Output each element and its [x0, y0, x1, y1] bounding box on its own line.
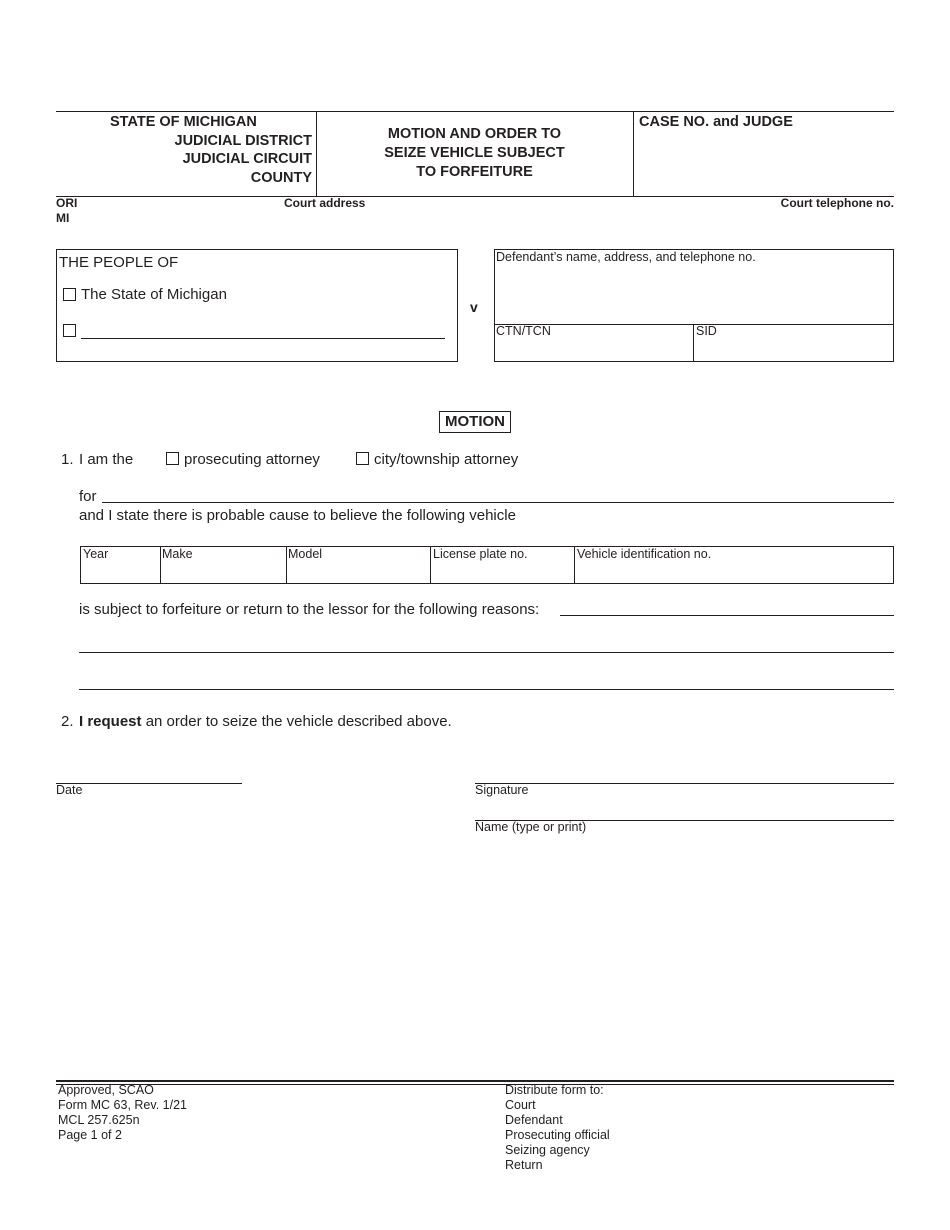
sid-label: SID: [696, 324, 717, 338]
county: COUNTY: [250, 170, 312, 186]
reasons-line-2[interactable]: [79, 652, 894, 653]
form-title-line-2: SEIZE VEHICLE SUBJECT: [384, 145, 565, 161]
state-of-michigan-checkbox[interactable]: [63, 288, 76, 301]
distribute-court: Court: [505, 1098, 536, 1112]
distribute-return: Return: [505, 1158, 543, 1172]
probable-cause-text: and I state there is probable cause to believe the following vehicle: [79, 507, 516, 524]
prosecuting-attorney-checkbox[interactable]: [166, 452, 179, 465]
item-1-number: 1.: [61, 451, 74, 468]
footer-rule-thick: [56, 1080, 894, 1082]
item-2-number: 2.: [61, 713, 74, 730]
city-township-attorney-label: city/township attorney: [374, 451, 519, 468]
court-telephone-label: Court telephone no.: [780, 196, 894, 210]
vehicle-make-header: Make: [162, 547, 193, 561]
header-divider-left: [316, 111, 317, 197]
footer-approved: Approved, SCAO: [58, 1083, 154, 1097]
reasons-line-1[interactable]: [560, 615, 894, 616]
court-address-label: Court address: [284, 196, 366, 210]
people-of-label: THE PEOPLE OF: [59, 254, 179, 271]
vehicle-model-header: Model: [288, 547, 323, 561]
ctn-tcn-label: CTN/TCN: [496, 324, 551, 338]
signature-label: Signature: [475, 783, 529, 797]
distribute-heading: Distribute form to:: [505, 1083, 604, 1097]
item-2-bold: I request: [79, 713, 142, 730]
distribute-defendant: Defendant: [505, 1113, 563, 1127]
motion-heading: MOTION: [439, 411, 511, 433]
defendant-name-label: Defendant’s name, address, and telephone no.: [496, 250, 756, 264]
prosecuting-attorney-label: prosecuting attorney: [184, 451, 320, 468]
for-line[interactable]: [102, 502, 894, 503]
state-of-michigan-option-label: The State of Michigan: [81, 286, 227, 303]
distribute-prosecuting: Prosecuting official: [505, 1128, 610, 1142]
vehicle-license-header: License plate no.: [433, 547, 528, 561]
ori-label: ORI: [56, 196, 78, 210]
ctn-sid-divider: [693, 324, 694, 362]
item-2-text: [79, 713, 452, 730]
header-top-rule: [56, 111, 894, 112]
vehicle-col-divider-1: [160, 546, 161, 584]
footer-form-number: Form MC 63, Rev. 1/21: [58, 1098, 187, 1112]
reasons-line-3[interactable]: [79, 689, 894, 690]
item-1-text: I am the: [79, 451, 134, 468]
footer-rule-thin: [56, 1084, 894, 1085]
versus-label: v: [470, 299, 478, 315]
reasons-text: is subject to forfeiture or return to the lessor for the following reasons:: [79, 601, 540, 618]
defendant-box-divider: [494, 324, 894, 325]
date-label: Date: [56, 783, 83, 797]
case-no-judge-label: CASE NO. and JUDGE: [639, 114, 793, 130]
form-title-line-1: MOTION AND ORDER TO: [387, 126, 562, 142]
name-label: Name (type or print): [475, 820, 587, 834]
vehicle-year-header: Year: [83, 547, 109, 561]
state-of-michigan: STATE OF MICHIGAN: [110, 114, 257, 130]
vehicle-col-divider-3: [430, 546, 431, 584]
header-divider-right: [633, 111, 634, 197]
vehicle-col-divider-2: [286, 546, 287, 584]
for-label: for: [79, 488, 97, 505]
distribute-seizing-agency: Seizing agency: [505, 1143, 590, 1157]
vehicle-col-divider-4: [574, 546, 575, 584]
signature-line[interactable]: [475, 783, 894, 784]
footer-page: Page 1 of 2: [58, 1128, 122, 1142]
other-plaintiff-line[interactable]: [81, 338, 445, 339]
defendant-box: [494, 249, 894, 362]
city-township-attorney-checkbox[interactable]: [356, 452, 369, 465]
footer-mcl: MCL 257.625n: [58, 1113, 140, 1127]
date-line[interactable]: [56, 783, 242, 784]
judicial-circuit: JUDICIAL CIRCUIT: [182, 151, 312, 167]
form-title-line-3: TO FORFEITURE: [416, 164, 533, 180]
judicial-district: JUDICIAL DISTRICT: [174, 133, 312, 149]
other-plaintiff-checkbox[interactable]: [63, 324, 76, 337]
mi-label: MI: [56, 211, 70, 225]
item-2-rest: an order to seize the vehicle described above.: [141, 713, 452, 730]
vehicle-vin-header: Vehicle identification no.: [577, 547, 712, 561]
